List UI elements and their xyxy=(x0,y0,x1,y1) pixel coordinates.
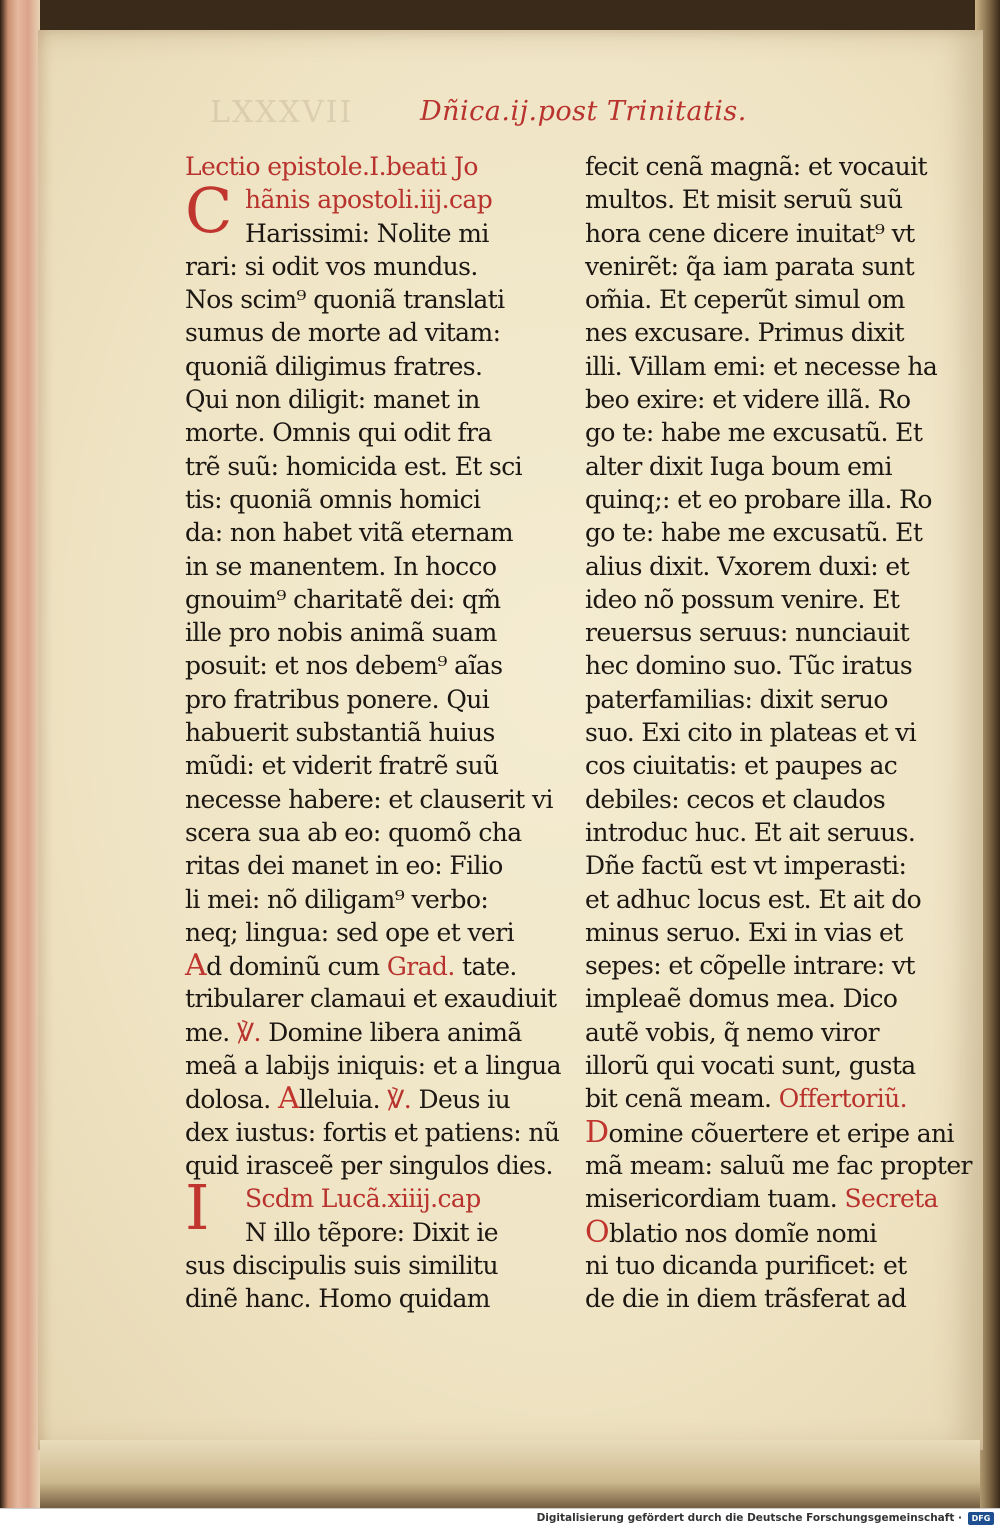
red-initial-o: O xyxy=(585,1214,609,1250)
text-line: beo exire: et videre illã. Ro xyxy=(585,385,911,415)
verse-text-post: Domine libera animã xyxy=(260,1017,522,1047)
secreta-text: blatio nos domĩe nomi xyxy=(609,1218,877,1248)
text-line: go te: habe me excusatũ. Et xyxy=(585,418,923,448)
text-line: habuerit substantiã huius xyxy=(185,718,495,748)
text-line: N illo tẽpore: Dixit ie xyxy=(245,1217,498,1247)
text-line: meã a labijs iniquis: et a lingua xyxy=(185,1051,561,1081)
text-line: paterfamilias: dixit seruo xyxy=(585,684,888,714)
text-line: sumus de morte ad vitam: xyxy=(185,318,501,348)
verse-text-pre: me. xyxy=(185,1017,237,1047)
text-line: neq; lingua: sed ope et veri xyxy=(185,917,514,947)
text-line: impleaẽ domus mea. Dico xyxy=(585,984,898,1014)
text-line: alius dixit. Vxorem duxi: et xyxy=(585,551,910,581)
text-line: sus discipulis suis similitu xyxy=(185,1250,498,1280)
text-line: quoniã diligimus fratres. xyxy=(185,351,483,381)
secreta-label: Secreta xyxy=(844,1184,938,1214)
text-line: minus seruo. Exi in vias et xyxy=(585,917,903,947)
offertory-label: Offertoriũ. xyxy=(778,1084,907,1114)
red-initial-a: A xyxy=(185,948,207,984)
alleluia-text: lleluia. xyxy=(299,1085,388,1115)
text-line: debiles: cecos et claudos xyxy=(585,784,886,814)
gradual-text-pre: d dominũ cum xyxy=(206,952,387,982)
text-line: de die in diem trãsferat ad xyxy=(585,1284,907,1314)
text-line: fecit cenã magnã: et vocauit xyxy=(585,152,927,181)
text-line: go te: habe me excusatũ. Et xyxy=(585,518,923,548)
text-line: in se manentem. In hocco xyxy=(185,551,497,581)
secreta-line xyxy=(585,1182,945,1215)
text-line: li mei: nõ diligam⁹ verbo: xyxy=(185,884,489,914)
gospel-heading: Scdm Lucã.xiiij.cap xyxy=(245,1184,481,1214)
text-line: reuersus seruus: nunciauit xyxy=(585,618,910,648)
text-line: rari: si odit vos mundus. xyxy=(185,251,478,281)
text-line: ille pro nobis animã suam xyxy=(185,618,497,648)
text-line: ideo nõ possum venire. Et xyxy=(585,584,900,614)
text-line: illi. Villam emi: et necesse ha xyxy=(585,351,938,381)
red-initial-c: C xyxy=(185,173,232,247)
text-line: morte. Omnis qui odit fra xyxy=(185,418,492,448)
offertory-pre: bit cenã meam. xyxy=(585,1084,779,1114)
gradual-line xyxy=(185,949,545,982)
text-line: posuit: et nos debem⁹ aĩas xyxy=(185,651,503,681)
offertory-line xyxy=(585,1082,945,1115)
text-line: dinẽ hanc. Homo quidam xyxy=(185,1284,490,1314)
text-line: gnouim⁹ charitatẽ dei: qm̃ xyxy=(185,584,501,614)
secreta-pre: misericordiam tuam. xyxy=(585,1184,845,1214)
alleluia-pre: dolosa. xyxy=(185,1085,278,1115)
text-line: tribularer clamaui et exaudiuit xyxy=(185,984,557,1014)
text-line: Dñe factũ est vt imperasti: xyxy=(585,851,907,881)
text-line: ritas dei manet in eo: Filio xyxy=(185,851,503,881)
gradual-text-post: tate. xyxy=(454,952,517,982)
text-line: om̃ia. Et ceperũt simul om xyxy=(585,285,905,315)
right-column xyxy=(585,150,972,1315)
book-page-edges xyxy=(0,0,40,1508)
text-line: pro fratribus ponere. Qui xyxy=(185,684,490,714)
footer-bar xyxy=(0,1508,1000,1529)
text-line: autẽ vobis, q̃ nemo viror xyxy=(585,1017,879,1047)
text-line: quinq;: et eo probare illa. Ro xyxy=(585,484,932,514)
left-column xyxy=(185,150,561,1315)
text-line: et adhuc locus est. Et ait do xyxy=(585,884,922,914)
text-line: dex iustus: fortis et patiens: nũ xyxy=(185,1117,560,1147)
text-line: venirẽt: q̃a iam parata sunt xyxy=(585,251,915,281)
secreta-first-line xyxy=(585,1216,945,1249)
text-line: ni tuo dicanda purificet: et xyxy=(585,1250,907,1280)
gradual-label: Grad. xyxy=(386,952,455,982)
running-title: Dñica.ij.post Trinitatis. xyxy=(420,96,747,127)
text-line: mũdi: et viderit fratrẽ suũ xyxy=(185,751,499,781)
text-line: trẽ suũ: homicida est. Et sci xyxy=(185,451,523,481)
dfg-logo: DFG xyxy=(968,1512,994,1525)
text-line: suo. Exi cito in plateas et vi xyxy=(585,718,917,748)
funding-credit: Digitalisierung gefördert durch die Deutsche Forschungsgemeinschaft · xyxy=(536,1512,962,1524)
page-bottom-edge xyxy=(40,1440,980,1510)
versicle-mark: ℣. xyxy=(237,1017,261,1047)
text-line: Nos scim⁹ quoniã translati xyxy=(185,285,505,315)
text-line: da: non habet vitã eternam xyxy=(185,518,513,548)
text-line: tis: quoniã omnis homici xyxy=(185,484,481,514)
bleed-through-folio: LXXXVII xyxy=(210,95,354,130)
versicle-mark: ℣. xyxy=(387,1085,412,1115)
alleluia-post: Deus iu xyxy=(411,1085,511,1115)
epistle-heading-text: hãnis apostoli.iij.cap xyxy=(245,185,493,215)
text-line: Harissimi: Nolite mi xyxy=(245,218,489,248)
text-line: quid irasceẽ per singulos dies. xyxy=(185,1150,553,1180)
text-line: hora cene dicere inuitat⁹ vt xyxy=(585,218,915,248)
text-line: alter dixit Iuga boum emi xyxy=(585,451,892,481)
text-line: Qui non diligit: manet in xyxy=(185,385,480,415)
epistle-heading-line-1: Lectio epistole.I.beati Jo xyxy=(185,152,478,181)
text-line: cos ciuitatis: et paupes ac xyxy=(585,751,898,781)
text-line: necesse habere: et clauserit vi xyxy=(185,784,553,814)
text-line: illorũ qui vocati sunt, gusta xyxy=(585,1051,916,1081)
verse-line xyxy=(185,1016,545,1049)
offertory-first-line xyxy=(585,1114,954,1150)
red-initial-a-alleluia: A xyxy=(277,1081,300,1117)
text-line: sepes: et cõpelle intrare: vt xyxy=(585,951,915,981)
text-line: introduc huc. Et ait seruus. xyxy=(585,817,916,847)
text-line: hec domino suo. Tũc iratus xyxy=(585,651,913,681)
red-initial-i: I xyxy=(185,1171,209,1245)
text-line: nes excusare. Primus dixit xyxy=(585,318,904,348)
text-line: multos. Et misit seruũ suũ xyxy=(585,185,903,215)
alleluia-line xyxy=(185,1082,545,1115)
text-line: mã meam: saluũ me fac propter xyxy=(585,1150,972,1180)
epistle-heading-line-2 xyxy=(185,183,545,216)
text-line: scera sua ab eo: quomõ cha xyxy=(185,817,522,847)
red-initial-d: D xyxy=(585,1114,609,1150)
offertory-text: omine cõuertere et eripe ani xyxy=(608,1118,954,1148)
